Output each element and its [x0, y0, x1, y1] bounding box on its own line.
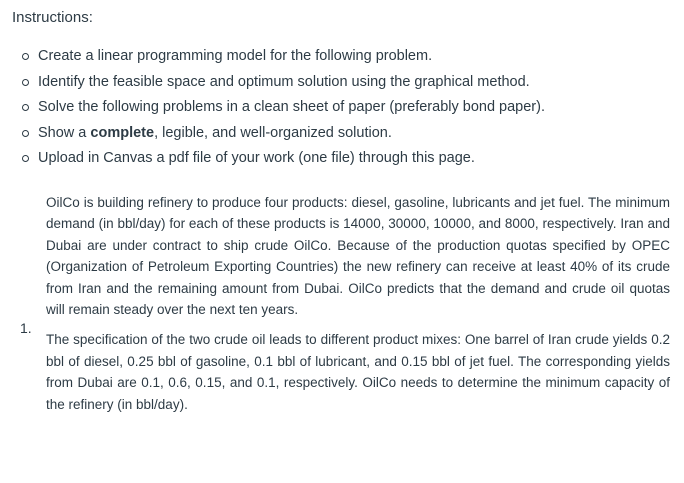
instruction-text: Create a linear programming model for the following problem.	[38, 48, 433, 64]
instruction-text-continued: , legible, and well-organized solution.	[154, 124, 392, 141]
instructions-heading: Instructions:	[12, 9, 93, 26]
bullet-circle-icon	[22, 155, 29, 162]
instruction-text: Solve the following problems in a clean sheet of paper (preferably bond paper).	[38, 99, 545, 115]
instruction-text: Show a	[38, 124, 91, 141]
bullet-circle-icon	[22, 130, 29, 137]
instruction-item	[20, 146, 545, 172]
bullet-circle-icon	[22, 79, 29, 86]
problem-statement	[46, 192, 670, 415]
instruction-item	[20, 44, 545, 70]
problem-number: 1.	[20, 320, 32, 336]
bullet-circle-icon	[22, 104, 29, 111]
instruction-text: Upload in Canvas a pdf file of your work (one file) through this page.	[38, 150, 475, 166]
problem-paragraph: OilCo is building refinery to produce four products: diesel, gasoline, lubricants and jet fuel. The minimum demand (in bbl/day) for each of these products is 14000, 30000, 10000, and 8000, respectively. Iran and Dubai are under contract to ship crude OilCo. Because of the production quotas specified by OPEC (Organization of Petroleum Exporting Countries) the new refinery can receive at least 40% of its crude from Iran and the remaining amount from Dubai. OilCo predicts that the demand and crude oil quotas will remain steady over the next ten years.	[46, 195, 670, 318]
instruction-emphasis: complete	[90, 124, 155, 141]
instruction-item	[20, 121, 545, 147]
instructions-list	[20, 44, 545, 172]
instruction-item	[20, 70, 545, 96]
instruction-item	[20, 95, 545, 121]
instruction-text: Identify the feasible space and optimum solution using the graphical method.	[38, 73, 530, 90]
bullet-circle-icon	[22, 53, 29, 60]
problem-paragraph: The specification of the two crude oil leads to different product mixes: One barrel of Iran crude yields 0.2 bbl of diesel, 0.25 bbl of gasoline, 0.1 bbl of lubricant, and 0.15 bbl of jet fuel. The corresponding yields from Dubai are 0.1, 0.6, 0.15, and 0.1, respectively. OilCo needs to determine the minimum capacity of the refinery (in bbl/day).	[46, 332, 670, 412]
